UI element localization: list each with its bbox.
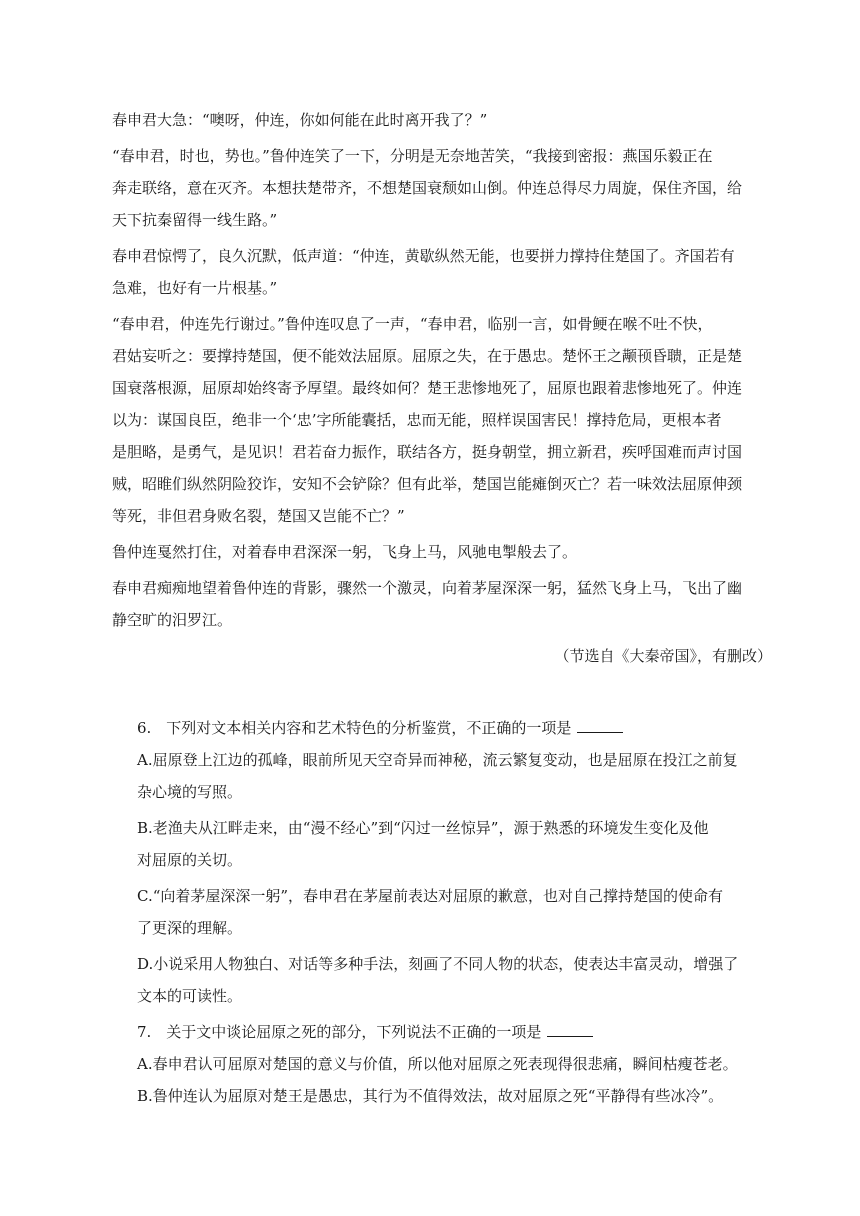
passage-line: “春申君，仲连先行谢过。”鲁仲连叹息了一声，“春申君，临别一言，如骨鲠在喉不吐不快，: [112, 315, 713, 333]
answer-blank[interactable]: [547, 1022, 593, 1037]
passage-line: 天下抗秦留得一线生路。”: [112, 211, 278, 229]
passage-line: 等死，非但君身败名裂，楚国又岂能不亡？”: [112, 507, 405, 525]
question-6-option: A.屈原登上江边的孤峰，眼前所见天空奇异而神秘，流云繁复变动，也是屈原在投江之前复: [137, 751, 738, 769]
passage-line: 春申君惊愕了，良久沉默，低声道：“仲连，黄歇纵然无能，也要拼力撑持住楚国了。齐国若有: [112, 247, 735, 265]
question-7-text: 7. 关于文中谈论屈原之死的部分，下列说法不正确的一项是: [137, 1023, 542, 1041]
passage-line: 鲁仲连戛然打住，对着春申君深深一躬，飞身上马，风驰电掣般去了。: [112, 543, 578, 561]
source-citation: （节选自《大秦帝国》，有删改）: [554, 647, 772, 665]
passage-line: 国衰落根源，屈原却始终寄予厚望。最终如何？楚王悲惨地死了，屈原也跟着悲惨地死了。仲连: [112, 379, 743, 397]
passage-line: 是胆略，是勇气，是见识！君若奋力振作，联结各方，挺身朝堂，拥立新君，疾呼国难而声讨国: [112, 443, 743, 461]
passage-line: 春申君大急：“噢呀，仲连，你如何能在此时离开我了？”: [112, 111, 488, 129]
question-6-text: 6. 下列对文本相关内容和艺术特色的分析鉴赏，不正确的一项是: [137, 719, 572, 737]
passage-line: 君姑妄听之：要撑持楚国，便不能效法屈原。屈原之失，在于愚忠。楚怀王之颟顸昏聩，正是楚: [112, 347, 743, 365]
passage-line: 急难，也好有一片根基。”: [112, 279, 278, 297]
question-6-option: 对屈原的关切。: [137, 851, 243, 869]
question-6-option: 杂心境的写照。: [137, 783, 243, 801]
question-6-option: 文本的可读性。: [137, 987, 243, 1005]
answer-blank[interactable]: [577, 718, 623, 733]
passage-line: “春申君，时也，势也。”鲁仲连笑了一下，分明是无奈地苦笑，“我接到密报：燕国乐毅正在: [112, 147, 713, 165]
question-6-option: B.老渔夫从江畔走来，由“漫不经心”到“闪过一丝惊异”，源于熟悉的环境发生变化及他: [137, 819, 709, 837]
question-7-stem: [137, 1016, 777, 1048]
question-6-stem: [137, 712, 777, 744]
question-7-option: A.春申君认可屈原对楚国的意义与价值，所以他对屈原之死表现得很悲痛，瞬间枯瘦苍老。: [137, 1055, 738, 1073]
question-6-option: C.“向着茅屋深深一躬”，春申君在茅屋前表达对屈原的歉意，也对自己撑持楚国的使命有: [137, 887, 724, 905]
question-6-option: 了更深的理解。: [137, 919, 243, 937]
passage-line: 奔走联络，意在灭齐。本想扶楚带齐，不想楚国衰颓如山倒。仲连总得尽力周旋，保住齐国，给: [112, 179, 743, 197]
passage-line: 春申君痴痴地望着鲁仲连的背影，骤然一个激灵，向着茅屋深深一躬，猛然飞身上马，飞出了幽: [112, 579, 743, 597]
passage-line: 静空旷的汨罗江。: [112, 611, 233, 629]
question-6-option: D.小说采用人物独白、对话等多种手法，刻画了不同人物的状态，使表达丰富灵动，增强了: [137, 955, 739, 973]
question-7-option: B.鲁仲连认为屈原对楚王是愚忠，其行为不值得效法，故对屈原之死“平静得有些冰冷”。: [137, 1087, 724, 1105]
passage-line: 贼，昭睢们纵然阴险狡诈，安知不会铲除？但有此举，楚国岂能瘫倒灭亡？若一味效法屈原伸颈: [112, 475, 743, 493]
passage-line: 以为：谋国良臣，绝非一个‘忠’字所能囊括，忠而无能，照样误国害民！撑持危局，更根本者: [112, 411, 722, 429]
